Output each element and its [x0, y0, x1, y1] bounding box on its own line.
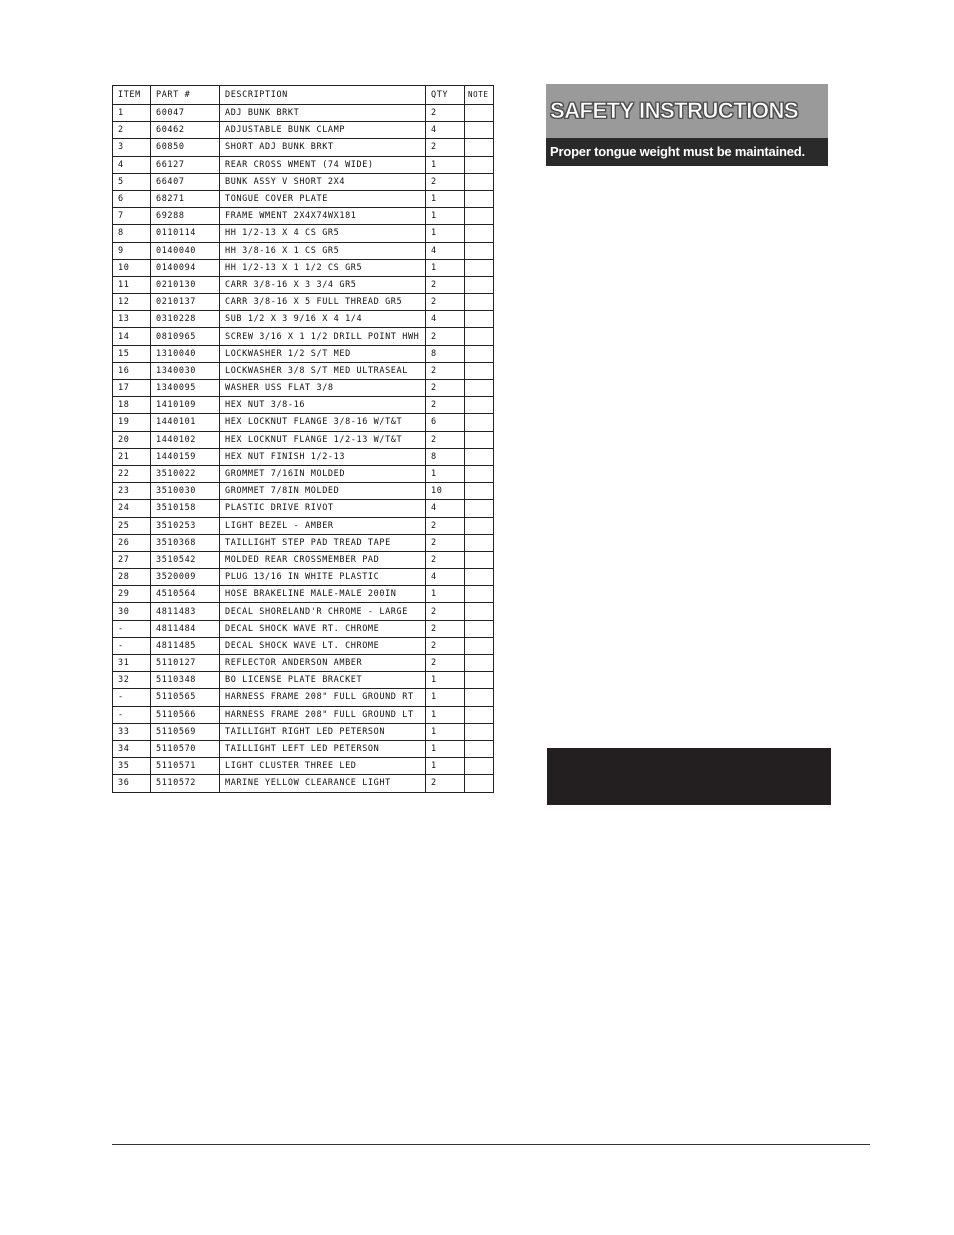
- cell-description: HOSE BRAKELINE MALE-MALE 200IN: [220, 586, 426, 603]
- cell-part-number: 5110127: [151, 655, 220, 672]
- table-row: [113, 740, 494, 757]
- cell-part-number: 3510030: [151, 483, 220, 500]
- cell-description: TAILLIGHT RIGHT LED PETERSON: [220, 723, 426, 740]
- cell-part-number: 5110571: [151, 758, 220, 775]
- cell-note: [465, 465, 494, 482]
- header-part-number: PART #: [151, 86, 220, 105]
- cell-qty: 1: [426, 723, 465, 740]
- cell-part-number: 1440101: [151, 414, 220, 431]
- cell-note: [465, 173, 494, 190]
- cell-qty: 1: [426, 740, 465, 757]
- cell-part-number: 0140040: [151, 242, 220, 259]
- cell-part-number: 4811483: [151, 603, 220, 620]
- table-row: [113, 551, 494, 568]
- cell-description: DECAL SHORELAND'R CHROME - LARGE: [220, 603, 426, 620]
- cell-description: TONGUE COVER PLATE: [220, 190, 426, 207]
- cell-part-number: 0210130: [151, 276, 220, 293]
- table-row: [113, 380, 494, 397]
- cell-part-number: 3510542: [151, 551, 220, 568]
- cell-item: -: [113, 637, 151, 654]
- table-row: [113, 190, 494, 207]
- cell-description: GROMMET 7/16IN MOLDED: [220, 465, 426, 482]
- table-row: [113, 156, 494, 173]
- cell-item: 31: [113, 655, 151, 672]
- cell-note: [465, 259, 494, 276]
- table-header-row: [113, 86, 494, 105]
- cell-description: HEX NUT FINISH 1/2-13: [220, 448, 426, 465]
- cell-item: -: [113, 689, 151, 706]
- cell-description: SCREW 3/16 X 1 1/2 DRILL POINT HWH: [220, 328, 426, 345]
- cell-qty: 2: [426, 517, 465, 534]
- table-row: [113, 672, 494, 689]
- cell-qty: 1: [426, 706, 465, 723]
- table-row: [113, 655, 494, 672]
- cell-description: HEX LOCKNUT FLANGE 1/2-13 W/T&T: [220, 431, 426, 448]
- cell-description: HEX NUT 3/8-16: [220, 397, 426, 414]
- cell-note: [465, 122, 494, 139]
- cell-note: [465, 156, 494, 173]
- cell-item: 20: [113, 431, 151, 448]
- cell-item: 16: [113, 362, 151, 379]
- cell-qty: 4: [426, 311, 465, 328]
- table-row: [113, 706, 494, 723]
- table-row: [113, 569, 494, 586]
- cell-description: HARNESS FRAME 208" FULL GROUND LT: [220, 706, 426, 723]
- cell-item: 5: [113, 173, 151, 190]
- cell-item: 28: [113, 569, 151, 586]
- cell-description: LIGHT CLUSTER THREE LED: [220, 758, 426, 775]
- cell-description: TAILLIGHT STEP PAD TREAD TAPE: [220, 534, 426, 551]
- cell-part-number: 4510564: [151, 586, 220, 603]
- cell-item: 7: [113, 208, 151, 225]
- cell-note: [465, 414, 494, 431]
- cell-item: 36: [113, 775, 151, 792]
- cell-note: [465, 431, 494, 448]
- cell-part-number: 5110569: [151, 723, 220, 740]
- cell-note: [465, 672, 494, 689]
- cell-part-number: 60462: [151, 122, 220, 139]
- cell-part-number: 0110114: [151, 225, 220, 242]
- cell-description: LOCKWASHER 1/2 S/T MED: [220, 345, 426, 362]
- table-row: [113, 397, 494, 414]
- cell-note: [465, 294, 494, 311]
- cell-description: PLASTIC DRIVE RIVOT: [220, 500, 426, 517]
- table-row: [113, 122, 494, 139]
- cell-item: 29: [113, 586, 151, 603]
- cell-description: DECAL SHOCK WAVE LT. CHROME: [220, 637, 426, 654]
- cell-item: 15: [113, 345, 151, 362]
- cell-note: [465, 380, 494, 397]
- cell-qty: 2: [426, 603, 465, 620]
- table-row: [113, 517, 494, 534]
- table-row: [113, 362, 494, 379]
- table-row: [113, 500, 494, 517]
- cell-qty: 2: [426, 139, 465, 156]
- parts-list-table: [112, 85, 494, 793]
- cell-note: [465, 448, 494, 465]
- cell-item: 2: [113, 122, 151, 139]
- cell-note: [465, 740, 494, 757]
- cell-description: HARNESS FRAME 208" FULL GROUND RT: [220, 689, 426, 706]
- cell-item: 3: [113, 139, 151, 156]
- cell-part-number: 5110566: [151, 706, 220, 723]
- table-row: [113, 414, 494, 431]
- cell-part-number: 0140094: [151, 259, 220, 276]
- cell-note: [465, 706, 494, 723]
- cell-qty: 2: [426, 534, 465, 551]
- safety-title: SAFETY INSTRUCTIONS: [546, 84, 828, 138]
- cell-part-number: 1410109: [151, 397, 220, 414]
- cell-qty: 4: [426, 242, 465, 259]
- cell-qty: 4: [426, 122, 465, 139]
- cell-qty: 2: [426, 637, 465, 654]
- cell-qty: 1: [426, 758, 465, 775]
- cell-note: [465, 775, 494, 792]
- table-row: [113, 311, 494, 328]
- cell-part-number: 66407: [151, 173, 220, 190]
- table-row: [113, 758, 494, 775]
- cell-part-number: 1340095: [151, 380, 220, 397]
- header-description: DESCRIPTION: [220, 86, 426, 105]
- table-row: [113, 534, 494, 551]
- cell-item: 8: [113, 225, 151, 242]
- cell-description: WASHER USS FLAT 3/8: [220, 380, 426, 397]
- table-row: [113, 173, 494, 190]
- cell-qty: 1: [426, 190, 465, 207]
- cell-item: 12: [113, 294, 151, 311]
- cell-description: HH 1/2-13 X 4 CS GR5: [220, 225, 426, 242]
- table-row: [113, 242, 494, 259]
- cell-item: 18: [113, 397, 151, 414]
- table-row: [113, 775, 494, 792]
- cell-description: LOCKWASHER 3/8 S/T MED ULTRASEAL: [220, 362, 426, 379]
- cell-part-number: 3520009: [151, 569, 220, 586]
- table-row: [113, 586, 494, 603]
- header-qty: QTY: [426, 86, 465, 105]
- cell-description: CARR 3/8-16 X 3 3/4 GR5: [220, 276, 426, 293]
- cell-qty: 2: [426, 551, 465, 568]
- table-row: [113, 603, 494, 620]
- cell-description: FRAME WMENT 2X4X74WX181: [220, 208, 426, 225]
- cell-note: [465, 242, 494, 259]
- table-row: [113, 328, 494, 345]
- cell-item: 33: [113, 723, 151, 740]
- cell-part-number: 3510253: [151, 517, 220, 534]
- cell-item: 1: [113, 105, 151, 122]
- cell-item: 11: [113, 276, 151, 293]
- cell-qty: 1: [426, 208, 465, 225]
- cell-part-number: 5110348: [151, 672, 220, 689]
- cell-item: 4: [113, 156, 151, 173]
- cell-qty: 4: [426, 500, 465, 517]
- cell-item: 35: [113, 758, 151, 775]
- cell-qty: 1: [426, 156, 465, 173]
- cell-note: [465, 534, 494, 551]
- cell-description: CARR 3/8-16 X 5 FULL THREAD GR5: [220, 294, 426, 311]
- cell-qty: 6: [426, 414, 465, 431]
- cell-qty: 2: [426, 431, 465, 448]
- cell-description: PLUG 13/16 IN WHITE PLASTIC: [220, 569, 426, 586]
- cell-part-number: 4811485: [151, 637, 220, 654]
- cell-qty: 2: [426, 775, 465, 792]
- cell-description: REFLECTOR ANDERSON AMBER: [220, 655, 426, 672]
- cell-qty: 2: [426, 362, 465, 379]
- cell-note: [465, 551, 494, 568]
- cell-qty: 2: [426, 620, 465, 637]
- cell-note: [465, 276, 494, 293]
- cell-item: 30: [113, 603, 151, 620]
- cell-note: [465, 603, 494, 620]
- table-row: [113, 276, 494, 293]
- cell-note: [465, 139, 494, 156]
- cell-item: 22: [113, 465, 151, 482]
- cell-item: -: [113, 620, 151, 637]
- cell-item: 24: [113, 500, 151, 517]
- cell-qty: 2: [426, 105, 465, 122]
- cell-part-number: 4811484: [151, 620, 220, 637]
- cell-item: 34: [113, 740, 151, 757]
- cell-item: 27: [113, 551, 151, 568]
- cell-note: [465, 655, 494, 672]
- table-row: [113, 294, 494, 311]
- cell-part-number: 1440102: [151, 431, 220, 448]
- cell-qty: 8: [426, 448, 465, 465]
- cell-part-number: 0210137: [151, 294, 220, 311]
- cell-item: -: [113, 706, 151, 723]
- cell-description: REAR CROSS WMENT (74 WIDE): [220, 156, 426, 173]
- cell-part-number: 3510158: [151, 500, 220, 517]
- safety-subtitle: Proper tongue weight must be maintained.: [546, 138, 828, 166]
- cell-description: HEX LOCKNUT FLANGE 3/8-16 W/T&T: [220, 414, 426, 431]
- cell-qty: 2: [426, 655, 465, 672]
- cell-qty: 2: [426, 380, 465, 397]
- cell-note: [465, 190, 494, 207]
- cell-qty: 2: [426, 276, 465, 293]
- cell-note: [465, 328, 494, 345]
- table-row: [113, 259, 494, 276]
- cell-qty: 2: [426, 173, 465, 190]
- cell-note: [465, 397, 494, 414]
- table-row: [113, 637, 494, 654]
- cell-qty: 4: [426, 569, 465, 586]
- cell-note: [465, 105, 494, 122]
- cell-part-number: 1310040: [151, 345, 220, 362]
- cell-item: 13: [113, 311, 151, 328]
- cell-description: MOLDED REAR CROSSMEMBER PAD: [220, 551, 426, 568]
- cell-part-number: 1440159: [151, 448, 220, 465]
- cell-item: 14: [113, 328, 151, 345]
- cell-note: [465, 311, 494, 328]
- cell-description: LIGHT BEZEL - AMBER: [220, 517, 426, 534]
- cell-qty: 1: [426, 672, 465, 689]
- parts-table-body: [113, 105, 494, 793]
- table-row: [113, 208, 494, 225]
- cell-part-number: 60047: [151, 105, 220, 122]
- cell-description: HH 1/2-13 X 1 1/2 CS GR5: [220, 259, 426, 276]
- cell-qty: 2: [426, 328, 465, 345]
- cell-item: 6: [113, 190, 151, 207]
- table-row: [113, 723, 494, 740]
- cell-part-number: 1340030: [151, 362, 220, 379]
- cell-part-number: 3510022: [151, 465, 220, 482]
- cell-item: 17: [113, 380, 151, 397]
- cell-item: 32: [113, 672, 151, 689]
- cell-description: BUNK ASSY V SHORT 2X4: [220, 173, 426, 190]
- cell-note: [465, 586, 494, 603]
- cell-description: SUB 1/2 X 3 9/16 X 4 1/4: [220, 311, 426, 328]
- cell-item: 19: [113, 414, 151, 431]
- cell-description: TAILLIGHT LEFT LED PETERSON: [220, 740, 426, 757]
- cell-qty: 1: [426, 689, 465, 706]
- table-row: [113, 465, 494, 482]
- cell-note: [465, 758, 494, 775]
- cell-item: 26: [113, 534, 151, 551]
- dark-banner-panel: [547, 748, 831, 805]
- cell-note: [465, 362, 494, 379]
- cell-part-number: 60850: [151, 139, 220, 156]
- cell-qty: 8: [426, 345, 465, 362]
- cell-item: 10: [113, 259, 151, 276]
- table-row: [113, 345, 494, 362]
- cell-note: [465, 569, 494, 586]
- cell-note: [465, 517, 494, 534]
- cell-part-number: 5110572: [151, 775, 220, 792]
- cell-note: [465, 637, 494, 654]
- cell-note: [465, 689, 494, 706]
- cell-description: DECAL SHOCK WAVE RT. CHROME: [220, 620, 426, 637]
- header-note: NOTE: [465, 86, 494, 105]
- cell-item: 23: [113, 483, 151, 500]
- table-row: [113, 448, 494, 465]
- cell-qty: 1: [426, 586, 465, 603]
- cell-qty: 1: [426, 465, 465, 482]
- cell-qty: 10: [426, 483, 465, 500]
- cell-part-number: 5110570: [151, 740, 220, 757]
- cell-qty: 2: [426, 397, 465, 414]
- cell-description: MARINE YELLOW CLEARANCE LIGHT: [220, 775, 426, 792]
- cell-part-number: 0310228: [151, 311, 220, 328]
- cell-item: 21: [113, 448, 151, 465]
- table-row: [113, 139, 494, 156]
- table-row: [113, 225, 494, 242]
- table-row: [113, 620, 494, 637]
- cell-qty: 1: [426, 259, 465, 276]
- cell-note: [465, 483, 494, 500]
- header-item: ITEM: [113, 86, 151, 105]
- cell-part-number: 68271: [151, 190, 220, 207]
- cell-description: SHORT ADJ BUNK BRKT: [220, 139, 426, 156]
- cell-description: BO LICENSE PLATE BRACKET: [220, 672, 426, 689]
- cell-note: [465, 723, 494, 740]
- cell-note: [465, 620, 494, 637]
- safety-instructions-box: [546, 84, 828, 166]
- cell-item: 9: [113, 242, 151, 259]
- cell-qty: 1: [426, 225, 465, 242]
- footer-divider: [112, 1144, 870, 1145]
- table-row: [113, 689, 494, 706]
- cell-part-number: 5110565: [151, 689, 220, 706]
- cell-note: [465, 500, 494, 517]
- cell-note: [465, 345, 494, 362]
- cell-part-number: 66127: [151, 156, 220, 173]
- cell-description: ADJUSTABLE BUNK CLAMP: [220, 122, 426, 139]
- cell-description: HH 3/8-16 X 1 CS GR5: [220, 242, 426, 259]
- table-row: [113, 483, 494, 500]
- cell-note: [465, 208, 494, 225]
- cell-part-number: 3510368: [151, 534, 220, 551]
- table-row: [113, 105, 494, 122]
- cell-description: ADJ BUNK BRKT: [220, 105, 426, 122]
- cell-description: GROMMET 7/8IN MOLDED: [220, 483, 426, 500]
- cell-note: [465, 225, 494, 242]
- cell-part-number: 69288: [151, 208, 220, 225]
- cell-qty: 2: [426, 294, 465, 311]
- table-row: [113, 431, 494, 448]
- cell-item: 25: [113, 517, 151, 534]
- cell-part-number: 0810965: [151, 328, 220, 345]
